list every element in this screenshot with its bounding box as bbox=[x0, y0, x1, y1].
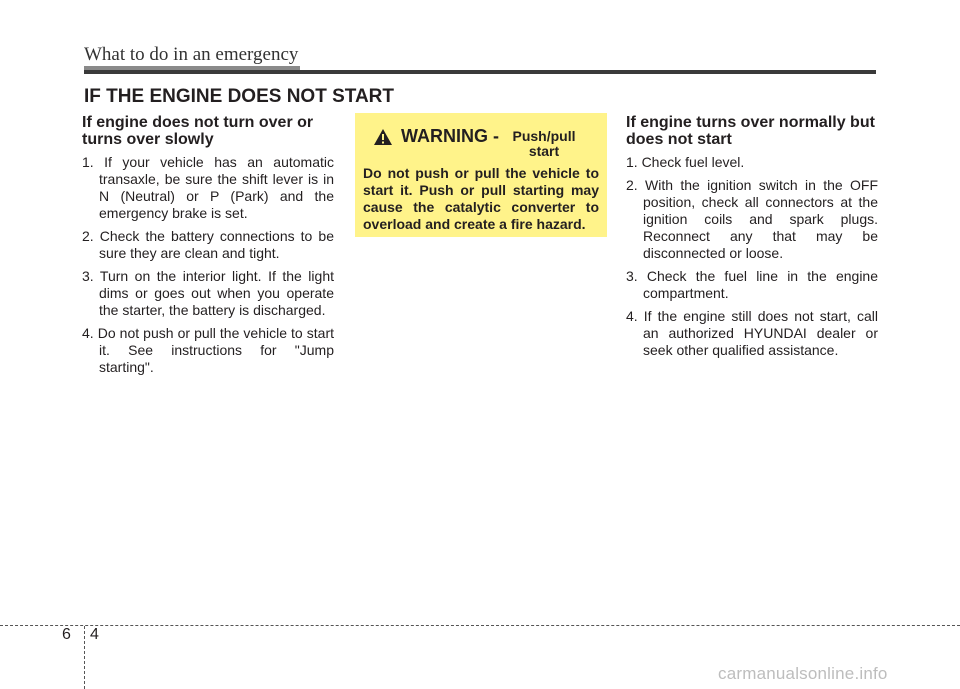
warning-label: WARNING - bbox=[401, 126, 499, 146]
list-item: 3. Turn on the interior light. If the light dims or goes out when you operate the starter, the battery is discharged. bbox=[82, 268, 334, 318]
warning-box bbox=[355, 113, 607, 237]
warning-body: Do not push or pull the vehicle to start it. Push or pull starting may cause the catalytic converter to overload and create a fire hazard. bbox=[363, 165, 599, 232]
warning-triangle-icon bbox=[373, 128, 393, 146]
header-title: What to do in an emergency bbox=[84, 44, 299, 65]
header-rule bbox=[84, 70, 876, 74]
section-title: IF THE ENGINE DOES NOT START bbox=[84, 86, 394, 107]
right-subheading: If engine turns over normally but does not start bbox=[626, 114, 875, 148]
warning-subject: Push/pull start bbox=[512, 128, 576, 159]
left-subheading: If engine does not turn over or turns over slowly bbox=[82, 114, 314, 148]
left-column bbox=[82, 114, 334, 382]
list-item: 1. If your vehicle has an automatic transaxle, be sure the shift lever is in N (Neutral) or P (Park) and the emergency brake is set. bbox=[82, 154, 334, 221]
footer-vertical-rule bbox=[84, 626, 85, 689]
warning-header bbox=[363, 119, 599, 159]
list-item: 1. Check fuel level. bbox=[626, 154, 745, 170]
right-column bbox=[626, 114, 878, 365]
left-steps-list bbox=[82, 154, 334, 376]
page-number: 4 bbox=[90, 626, 99, 643]
list-item: 4. Do not push or pull the vehicle to start it. See instructions for "Jump starting". bbox=[82, 325, 334, 375]
list-item: 4. If the engine still does not start, call an authorized HYUNDAI dealer or seek other qualified assistance. bbox=[626, 308, 878, 358]
list-item: 3. Check the fuel line in the engine compartment. bbox=[626, 268, 878, 301]
footer-rule bbox=[0, 625, 960, 626]
right-steps-list bbox=[626, 154, 878, 359]
page-chapter-number: 6 bbox=[62, 626, 71, 643]
watermark: carmanualsonline.info bbox=[718, 664, 888, 683]
list-item: 2. With the ignition switch in the OFF position, check all connectors at the ignition coils and spark plugs. Reconnect any that may be disconnected or loose. bbox=[626, 177, 878, 261]
list-item: 2. Check the battery connections to be sure they are clean and tight. bbox=[82, 228, 334, 261]
